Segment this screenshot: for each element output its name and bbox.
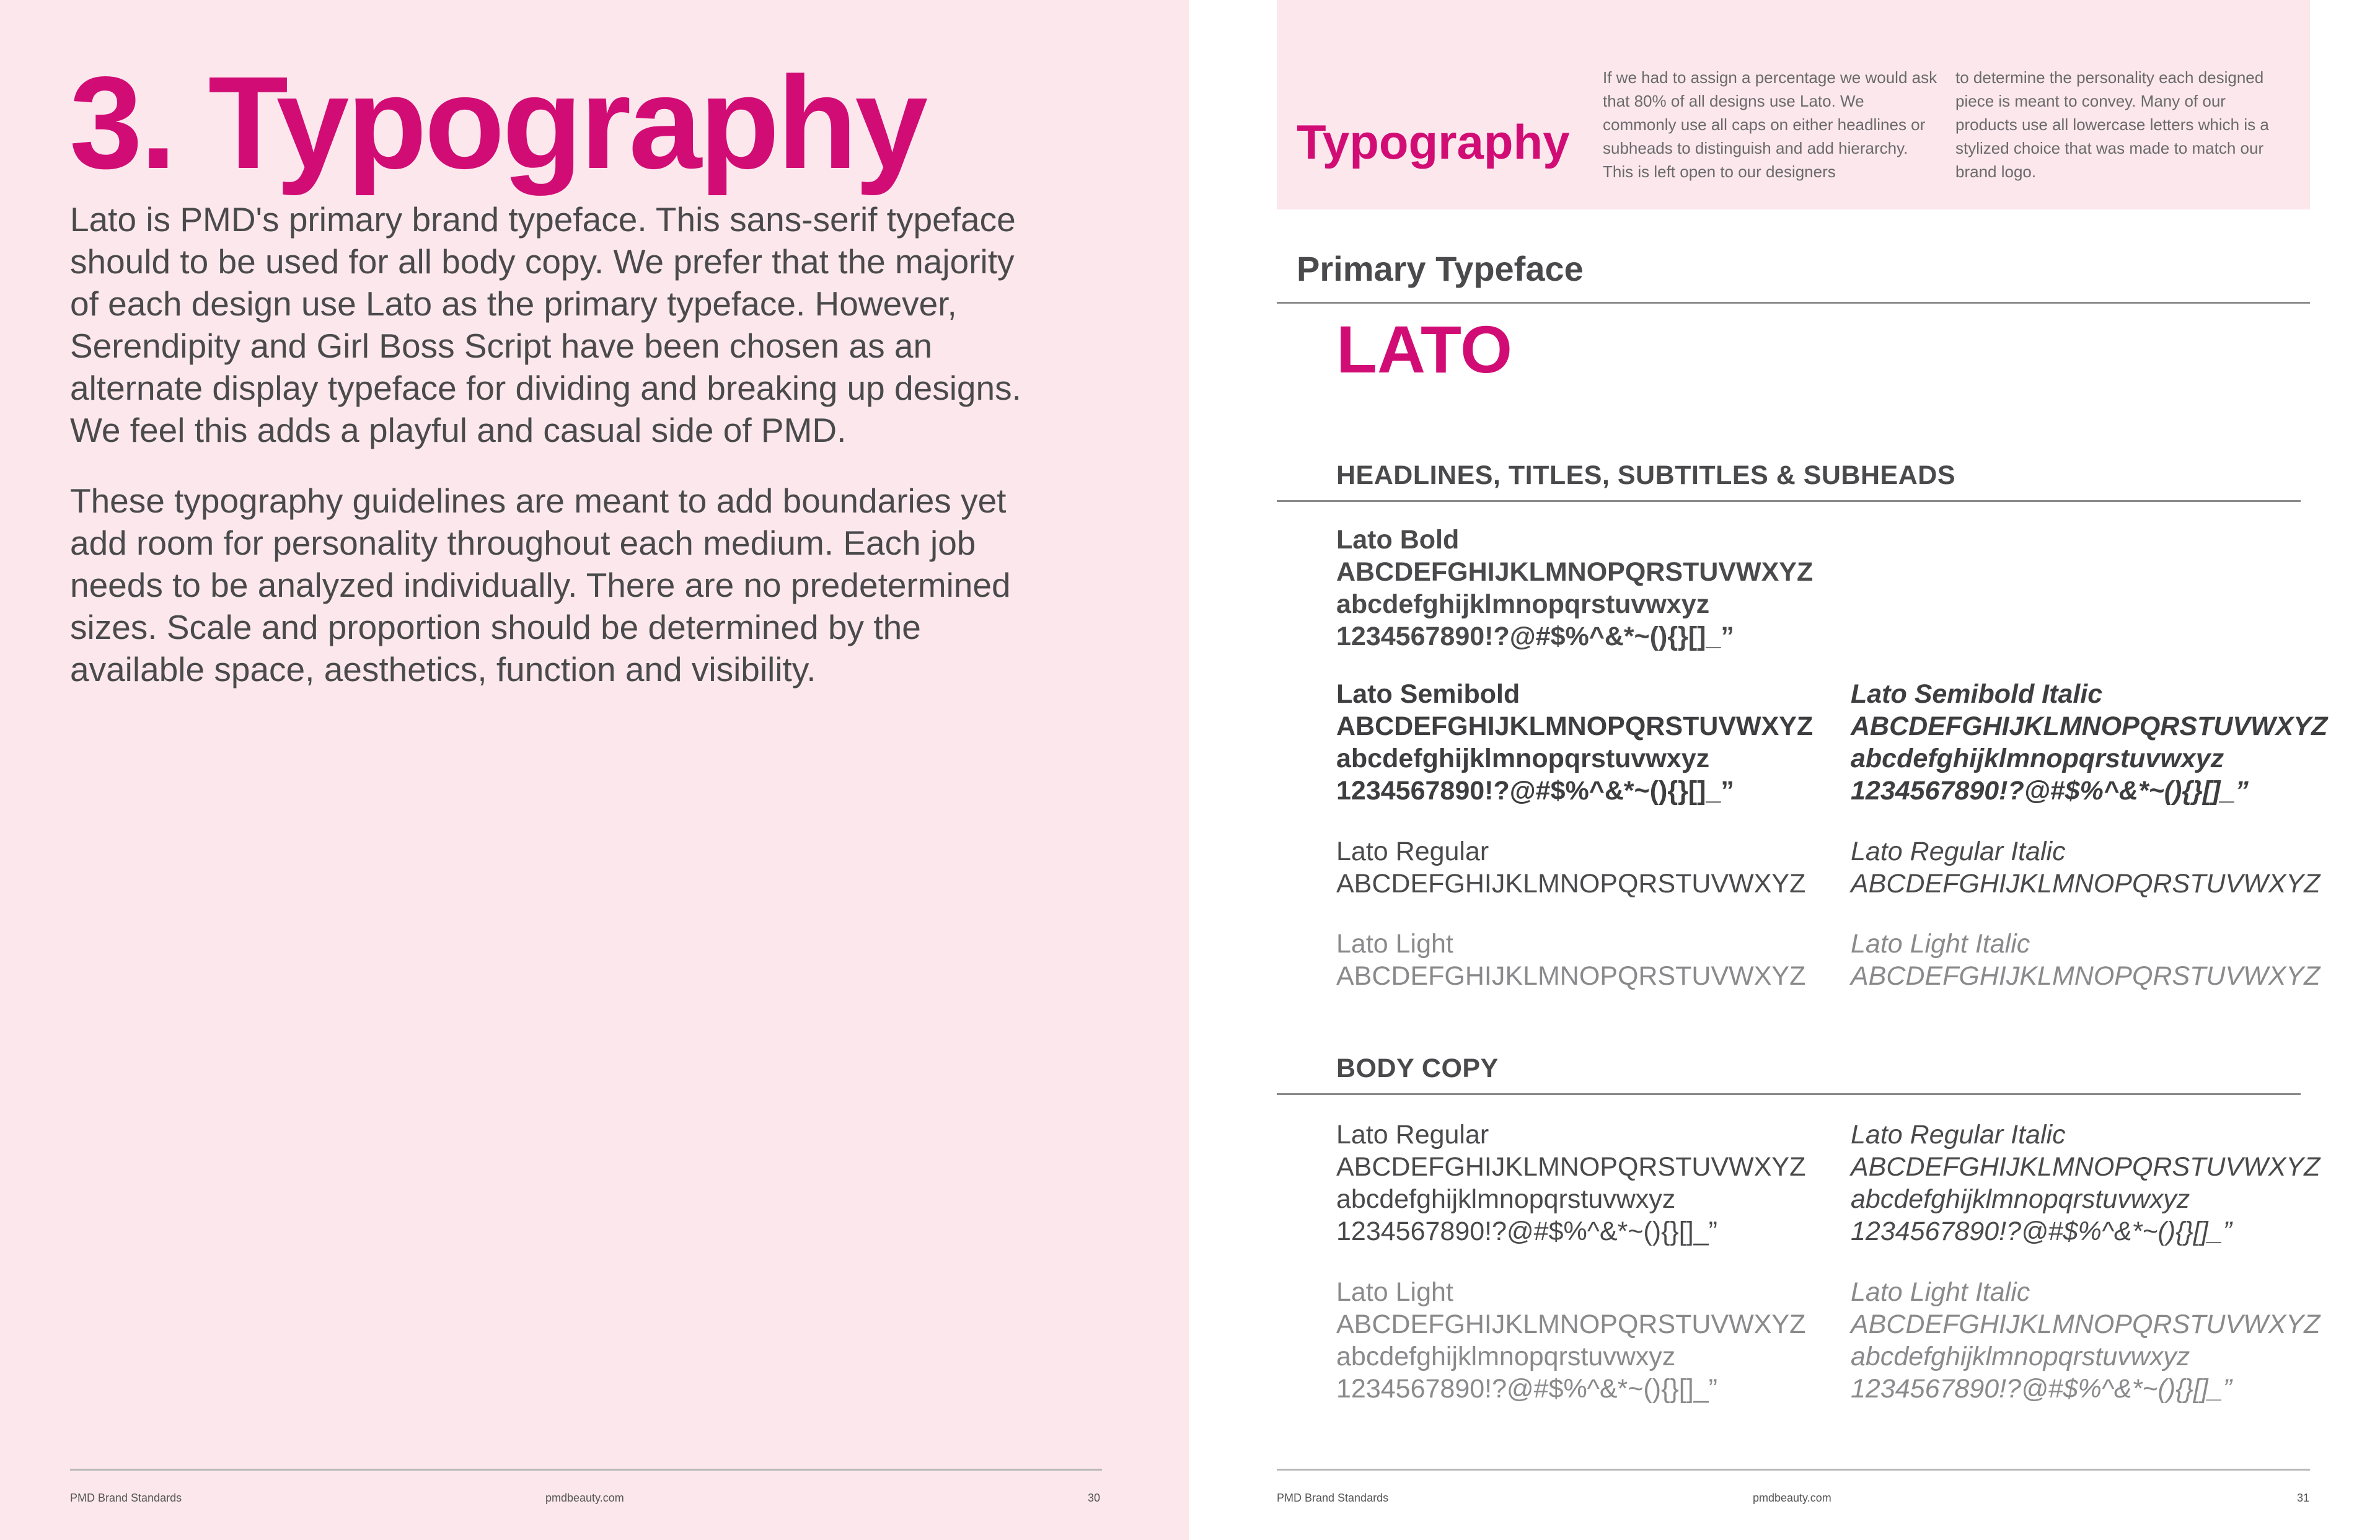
specimen-body-light-italic — [1851, 1276, 2320, 1405]
specimen-lowercase: abcdefghijklmnopqrstuvwxyz — [1851, 744, 2224, 773]
section-divider — [1277, 1093, 2301, 1095]
section-divider — [1277, 500, 2301, 502]
footer-publication: PMD Brand Standards — [70, 1492, 182, 1504]
specimen-uppercase: ABCDEFGHIJKLMNOPQRSTUVWXYZ — [1851, 869, 2320, 899]
right-page — [1189, 0, 2380, 1540]
page-title: 3. Typography — [69, 49, 926, 196]
specimen-lowercase: abcdefghijklmnopqrstuvwxyz — [1336, 1184, 1676, 1214]
specimen-lato-light — [1336, 928, 1805, 992]
footer-publication: PMD Brand Standards — [1277, 1492, 1389, 1504]
specimen-name: Lato Light Italic — [1851, 1277, 2030, 1307]
specimen-digits: 1234567890!?@#$%^&*~(){}[]_” — [1851, 1374, 2232, 1404]
specimen-name: Lato Light — [1336, 929, 1453, 959]
specimen-name: Lato Semibold — [1336, 679, 1520, 709]
specimen-name: Lato Bold — [1336, 525, 1460, 555]
footer-website: pmdbeauty.com — [545, 1492, 624, 1504]
specimen-digits: 1234567890!?@#$%^&*~(){}[]_” — [1851, 776, 2249, 806]
specimen-lowercase: abcdefghijklmnopqrstuvwxyz — [1851, 1184, 2190, 1214]
specimen-name: Lato Regular Italic — [1851, 837, 2066, 866]
specimen-uppercase: ABCDEFGHIJKLMNOPQRSTUVWXYZ — [1336, 1309, 1806, 1339]
specimen-lowercase: abcdefghijklmnopqrstuvwxyz — [1851, 1342, 2190, 1371]
footer-divider — [1277, 1469, 2310, 1471]
specimen-body-regular — [1336, 1119, 1805, 1247]
specimen-digits: 1234567890!?@#$%^&*~(){}[]_” — [1336, 1374, 1717, 1404]
specimen-uppercase: ABCDEFGHIJKLMNOPQRSTUVWXYZ — [1336, 557, 1814, 587]
specimen-lato-light-italic — [1851, 928, 2320, 992]
specimen-body-light — [1336, 1276, 1805, 1405]
specimen-lowercase: abcdefghijklmnopqrstuvwxyz — [1336, 1342, 1676, 1371]
specimen-lato-regular — [1336, 835, 1805, 900]
banner-text-column: If we had to assign a percentage we would ask that 80% of all designs use Lato. We commonly use all caps on either headlines or subheads to distinguish and add hierarchy. This is left open to our designers — [1603, 68, 1937, 181]
specimen-digits: 1234567890!?@#$%^&*~(){}[]_” — [1336, 622, 1734, 651]
specimen-uppercase: ABCDEFGHIJKLMNOPQRSTUVWXYZ — [1336, 711, 1814, 741]
footer-divider — [70, 1469, 1102, 1471]
primary-typeface-heading: Primary Typeface — [1297, 249, 1584, 288]
specimen-digits: 1234567890!?@#$%^&*~(){}[]_” — [1851, 1217, 2232, 1246]
specimen-name: Lato Light Italic — [1851, 929, 2030, 959]
specimen-name: Lato Regular — [1336, 1120, 1489, 1150]
intro-paragraph: Lato is PMD's primary brand typeface. This sans-serif typeface should to be used for all body copy. We prefer that the majority of each design use Lato as the primary typeface. However, Serendipity and Girl Boss Script have been chosen as an alternate display typeface for dividing and breaking up designs. We feel this adds a playful and casual side of PMD. — [70, 200, 1021, 449]
specimen-uppercase: ABCDEFGHIJKLMNOPQRSTUVWXYZ — [1851, 711, 2328, 741]
banner-text-column: to determine the personality each designed piece is meant to convey. Many of our products use all lowercase letters which is a stylized choice that was made to match our brand logo. — [1955, 68, 2269, 181]
specimen-lato-semibold-italic — [1851, 678, 2327, 807]
footer-page-number: 30 — [1088, 1492, 1101, 1504]
typeface-name: LATO — [1336, 312, 1512, 387]
specimen-digits: 1234567890!?@#$%^&*~(){}[]_” — [1336, 776, 1734, 806]
specimen-name: Lato Regular Italic — [1851, 1120, 2066, 1150]
specimen-uppercase: ABCDEFGHIJKLMNOPQRSTUVWXYZ — [1851, 1152, 2320, 1182]
specimen-lato-semibold — [1336, 678, 1813, 807]
body-copy-heading: BODY COPY — [1336, 1054, 1499, 1083]
footer-page-number: 31 — [2297, 1492, 2310, 1504]
specimen-uppercase: ABCDEFGHIJKLMNOPQRSTUVWXYZ — [1851, 1309, 2320, 1339]
specimen-digits: 1234567890!?@#$%^&*~(){}[]_” — [1336, 1217, 1717, 1246]
intro-paragraph: These typography guidelines are meant to add boundaries yet add room for personality throughout each medium. Each job needs to be analyzed individually. There are no predetermined sizes. Scale and proportion should be determined by the available space, aesthetics, function and visibility. — [70, 482, 1011, 689]
footer-website: pmdbeauty.com — [1753, 1492, 1831, 1504]
specimen-name: Lato Light — [1336, 1277, 1453, 1307]
specimen-body-regular-italic — [1851, 1119, 2320, 1247]
specimen-lowercase: abcdefghijklmnopqrstuvwxyz — [1336, 589, 1710, 619]
specimen-name: Lato Regular — [1336, 837, 1489, 866]
specimen-uppercase: ABCDEFGHIJKLMNOPQRSTUVWXYZ — [1336, 869, 1806, 899]
left-page — [0, 0, 1189, 1540]
banner-title: Typography — [1297, 115, 1570, 169]
specimen-uppercase: ABCDEFGHIJKLMNOPQRSTUVWXYZ — [1851, 961, 2320, 991]
section-divider — [1277, 302, 2310, 304]
specimen-lato-bold — [1336, 524, 1813, 653]
specimen-uppercase: ABCDEFGHIJKLMNOPQRSTUVWXYZ — [1336, 1152, 1806, 1182]
specimen-uppercase: ABCDEFGHIJKLMNOPQRSTUVWXYZ — [1336, 961, 1806, 991]
specimen-lato-regular-italic — [1851, 835, 2320, 900]
specimen-lowercase: abcdefghijklmnopqrstuvwxyz — [1336, 744, 1710, 773]
specimen-name: Lato Semibold Italic — [1851, 679, 2103, 709]
headlines-heading: HEADLINES, TITLES, SUBTITLES & SUBHEADS — [1336, 460, 1956, 490]
